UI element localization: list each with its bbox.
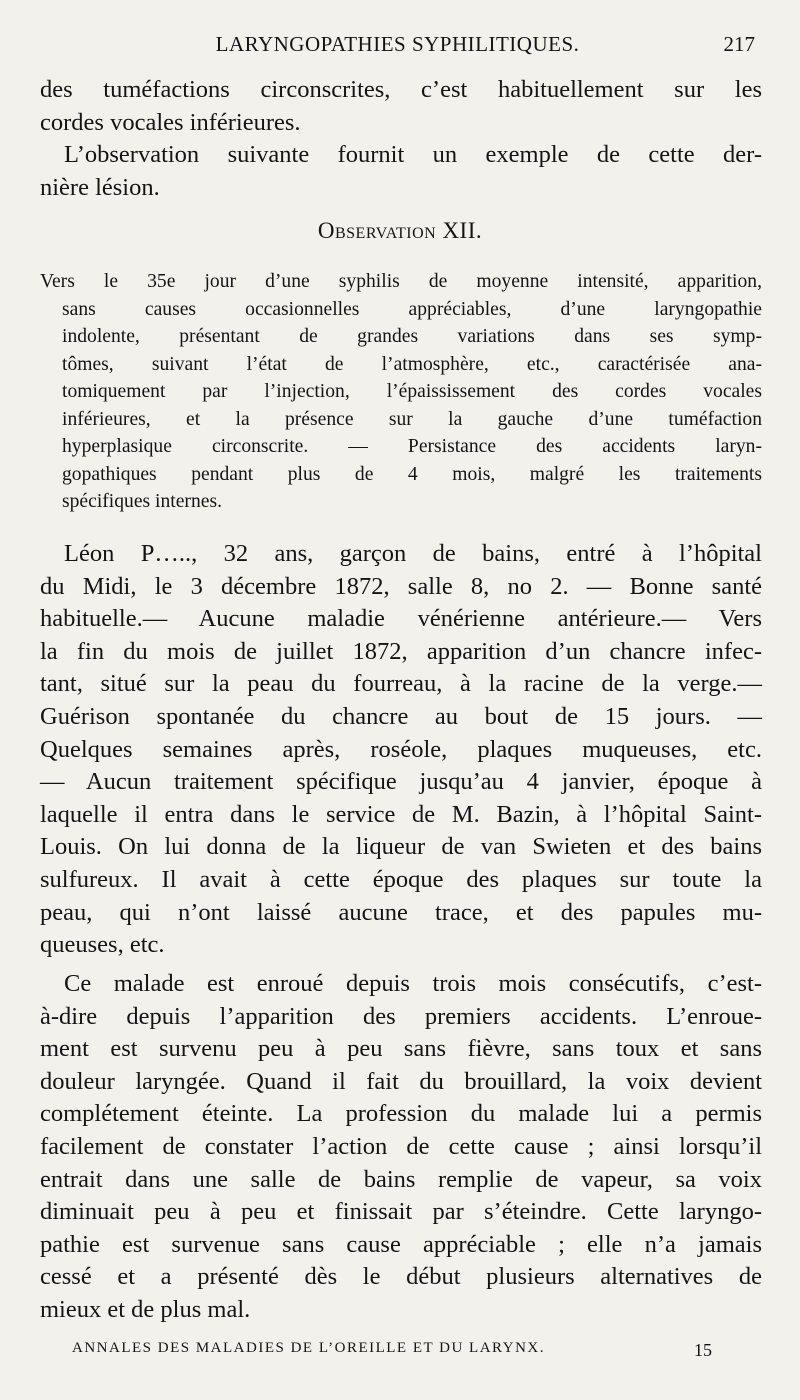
running-title: LARYNGOPATHIES SYPHILITIQUES. <box>215 32 580 56</box>
running-head <box>40 32 755 62</box>
text-line: complétement éteinte. La profession du malade lui a permis <box>40 1100 762 1128</box>
page-footer <box>72 1340 712 1360</box>
text-line: L’observation suivante fournit un exemple de cette der- <box>64 141 762 169</box>
summary-line: tômes, suivant l’état de l’atmosphère, etc., caractérisée ana- <box>62 353 762 375</box>
text-line: nière lésion. <box>40 173 160 201</box>
text-line: cordes vocales inférieures. <box>40 108 301 136</box>
summary-line: Vers le 35e jour d’une syphilis de moyenne intensité, apparition, <box>40 271 762 292</box>
summary-line: hyperplasique circonscrite. — Persistance des accidents laryn- <box>62 436 762 457</box>
symptoms-paragraph <box>40 968 762 1327</box>
text-line: Guérison spontanée du chancre au bout de 15 jours. — <box>40 702 762 730</box>
text-line: douleur laryngée. Quand il fait du brouillard, la voix devient <box>40 1067 762 1095</box>
text-line: diminuait peu à peu et finissait par s’éteindre. Cette laryngo- <box>40 1198 762 1226</box>
signature-mark: 15 <box>694 1340 712 1360</box>
summary-line: tomiquement par l’injection, l’épaississement des cordes vocales <box>62 381 762 402</box>
text-line: Louis. On lui donna de la liqueur de van Swieten et des bains <box>40 833 762 861</box>
text-line: habituelle.— Aucune maladie vénérienne antérieure.— Vers <box>40 605 762 633</box>
text-line: la fin du mois de juillet 1872, apparition d’un chancre infec- <box>40 637 762 665</box>
summary-line: inférieures, et la présence sur la gauche d’une tuméfaction <box>62 408 762 430</box>
text-line: ment est survenu peu à peu sans fièvre, sans toux et sans <box>40 1035 762 1063</box>
observation-summary <box>40 268 762 516</box>
text-line: — Aucun traitement spécifique jusqu’au 4 janvier, époque à <box>40 768 762 796</box>
summary-line: gopathiques pendant plus de 4 mois, malgré les traitements <box>62 463 762 485</box>
text-line: facilement de constater l’action de cette cause ; ainsi lorsqu’il <box>40 1132 762 1160</box>
text-line: mieux et de plus mal. <box>40 1295 251 1323</box>
case-history-paragraph <box>40 538 762 962</box>
text-line: queuses, etc. <box>40 931 165 959</box>
text-line: Léon P….., 32 ans, garçon de bains, entré à l’hôpital <box>64 540 762 567</box>
observation-title: Observation XII. <box>317 218 483 243</box>
text-line: Ce malade est enroué depuis trois mois consécutifs, c’est- <box>64 970 762 997</box>
text-line: peau, qui n’ont laissé aucune trace, et des papules mu- <box>40 898 762 926</box>
summary-line: indolente, présentant de grandes variations dans ses symp- <box>62 326 762 347</box>
page-number: 217 <box>723 32 755 56</box>
text-line: laquelle il entra dans le service de M. Bazin, à l’hôpital Saint- <box>40 800 762 828</box>
text-line: des tuméfactions circonscrites, c’est habituellement sur les <box>40 76 762 103</box>
text-line: Quelques semaines après, roséole, plaques muqueuses, etc. <box>40 735 762 763</box>
intro-paragraph <box>40 74 762 204</box>
text-line: entrait dans une salle de bains remplie de vapeur, sa voix <box>40 1165 762 1193</box>
journal-title: ANNALES DES MALADIES DE L’OREILLE ET DU LARYNX. <box>72 1340 545 1356</box>
text-line: du Midi, le 3 décembre 1872, salle 8, no 2. — Bonne santé <box>40 572 762 600</box>
summary-line: sans causes occasionnelles appréciables, d’une laryngopathie <box>62 298 762 320</box>
text-line: à-dire depuis l’apparition des premiers accidents. L’enroue- <box>40 1002 762 1030</box>
text-line: sulfureux. Il avait à cette époque des plaques sur toute la <box>40 865 762 893</box>
text-line: tant, situé sur la peau du fourreau, à la racine de la verge.— <box>40 670 762 698</box>
summary-line: spécifiques internes. <box>62 491 222 512</box>
text-line: cessé et a présenté dès le début plusieurs alternatives de <box>40 1263 762 1291</box>
text-line: pathie est survenue sans cause appréciable ; elle n’a jamais <box>40 1230 762 1258</box>
